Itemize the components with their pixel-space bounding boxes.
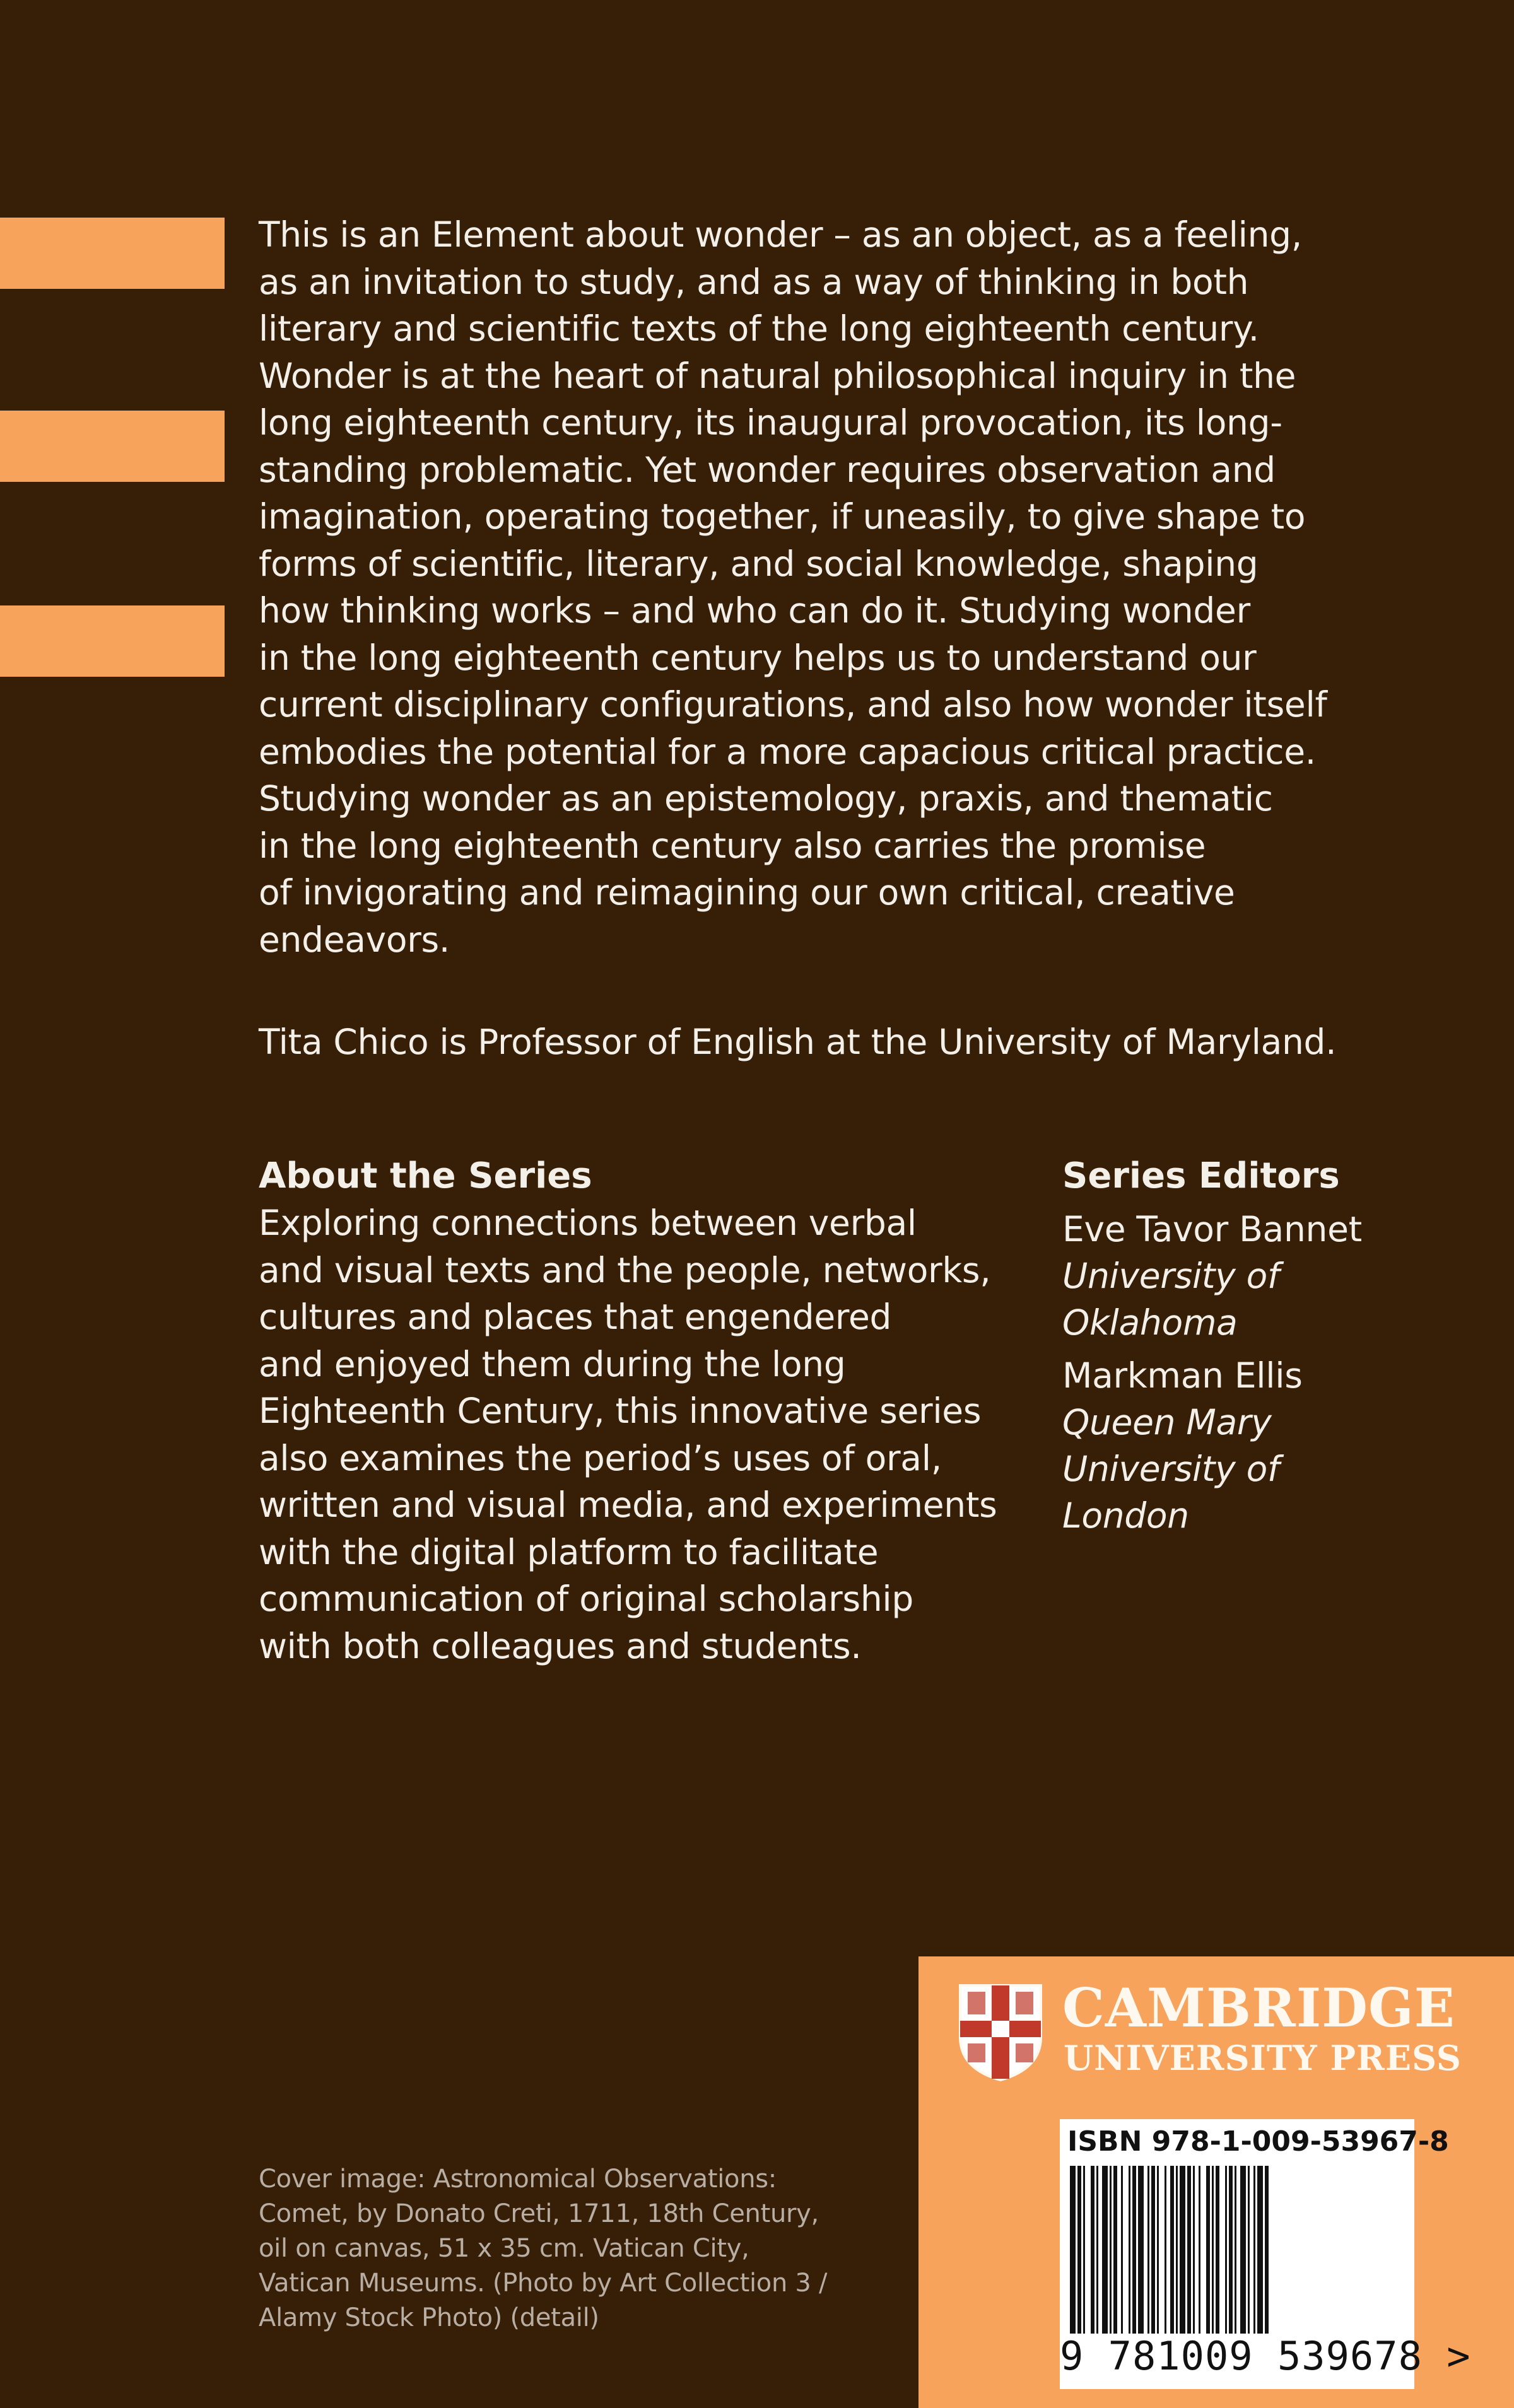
barcode-stripe [1187,2166,1191,2334]
book-blurb: This is an Element about wonder – as an object, as a feeling, as an invitation to study, and as a way of thinking in both literary and scientific texts of the long eighteenth century. Wonder is at the heart of natural philosophical inquiry in the long eighteenth century, its inaugural provocation, its long- standing problematic. Yet wonder requires observation and imagination, operating together, if uneasily, to give shape to forms of scientific, literary, and social knowledge, shaping how thinking works – and who can do it. Studying wonder in the long eighteenth century helps us to understand our current disciplinary configurations, and also how wonder itself embodies the potential for a more capacious critical practice. Studying wonder as an epistemology, praxis, and thematic in the long eighteenth century also carries the promise of invigorating and reimagining our own critical, creative endeavors. [259,214,1327,960]
barcode-digits: 9 781009 539678 > [1060,2333,1471,2379]
accent-bar-top [0,218,225,289]
editor-affiliation: Queen Mary University of London [1062,1402,1280,1536]
publisher-panel [918,1956,1514,2408]
about-series-heading: About the Series [259,1155,592,1196]
barcode-stripe [1157,2166,1159,2334]
barcode-stripe [1265,2166,1269,2334]
accent-bar-bottom [0,605,225,677]
barcode-stripe [1096,2166,1098,2334]
barcode-stripe [1121,2166,1123,2334]
barcode-stripe [1229,2166,1233,2334]
barcode-stripe [1147,2166,1149,2334]
barcode-stripe [1113,2166,1117,2334]
university-crest-icon [956,1982,1045,2083]
barcode-stripe [1102,2166,1108,2334]
author-bio: Tita Chico is Professor of English at the University of Maryland. [259,1022,1337,1062]
barcode-stripe [1180,2166,1185,2334]
cover-image-credit: Cover image: Astronomical Observations: Comet, by Donato Creti, 1711, 18th Century, oil on canvas, 51 x 35 cm. Vatican City, Vatican Museums. (Photo by Art Collection 3 / Alamy Stock Photo) (detail) [259,2165,828,2332]
barcode-stripe [1077,2166,1081,2334]
barcode-stripe [1199,2166,1200,2334]
barcode-stripe [1240,2166,1246,2334]
barcode-stripe [1110,2166,1112,2334]
about-series-section [259,1153,1047,1669]
barcode-stripe [1193,2166,1195,2334]
barcode-stripe [1216,2166,1219,2334]
barcode-bars [1067,2166,1395,2334]
barcode-stripe [1206,2166,1210,2334]
barcode-stripe [1253,2166,1255,2334]
barcode-stripe [1235,2166,1236,2334]
barcode-stripe [1248,2166,1250,2334]
series-editors-section [1062,1153,1491,1539]
barcode-stripe [1070,2166,1076,2334]
barcode-stripe [1176,2166,1178,2334]
publisher-name: CAMBRIDGE [1062,1977,1455,2039]
barcode-stripe [1257,2166,1263,2334]
barcode-stripe [1129,2166,1130,2334]
barcode-stripe [1132,2166,1136,2334]
barcode-stripe [1083,2166,1085,2334]
editor-entry [1062,1206,1491,1346]
about-series-body: Exploring connections between verbal and visual texts and the people, networks, cultures and places that engendered and enjoyed them during the long Eighteenth Century, this innovative series also examines the period’s uses of oral, written and visual media, and experiments with the digital platform to facilitate communication of original scholarship with both colleagues and students. [259,1203,997,1666]
barcode-stripe [1138,2166,1144,2334]
publisher-subname: UNIVERSITY PRESS [1064,2038,1462,2078]
editor-name: Markman Ellis [1062,1355,1303,1396]
isbn-barcode [1060,2119,1471,2389]
isbn-label: ISBN 978-1-009-53967-8 [1067,2125,1449,2158]
barcode-stripe [1225,2166,1227,2334]
barcode-stripe [1091,2166,1094,2334]
barcode-stripe [1165,2166,1166,2334]
editor-name: Eve Tavor Bannet [1062,1209,1362,1249]
barcode-stripe [1151,2166,1155,2334]
barcode-stripe [1212,2166,1214,2334]
barcode-stripe [1170,2166,1174,2334]
series-editors-heading: Series Editors [1062,1155,1340,1196]
editor-entry [1062,1352,1491,1539]
accent-bar-middle [0,411,225,482]
editor-affiliation: University of Oklahoma [1062,1256,1280,1343]
